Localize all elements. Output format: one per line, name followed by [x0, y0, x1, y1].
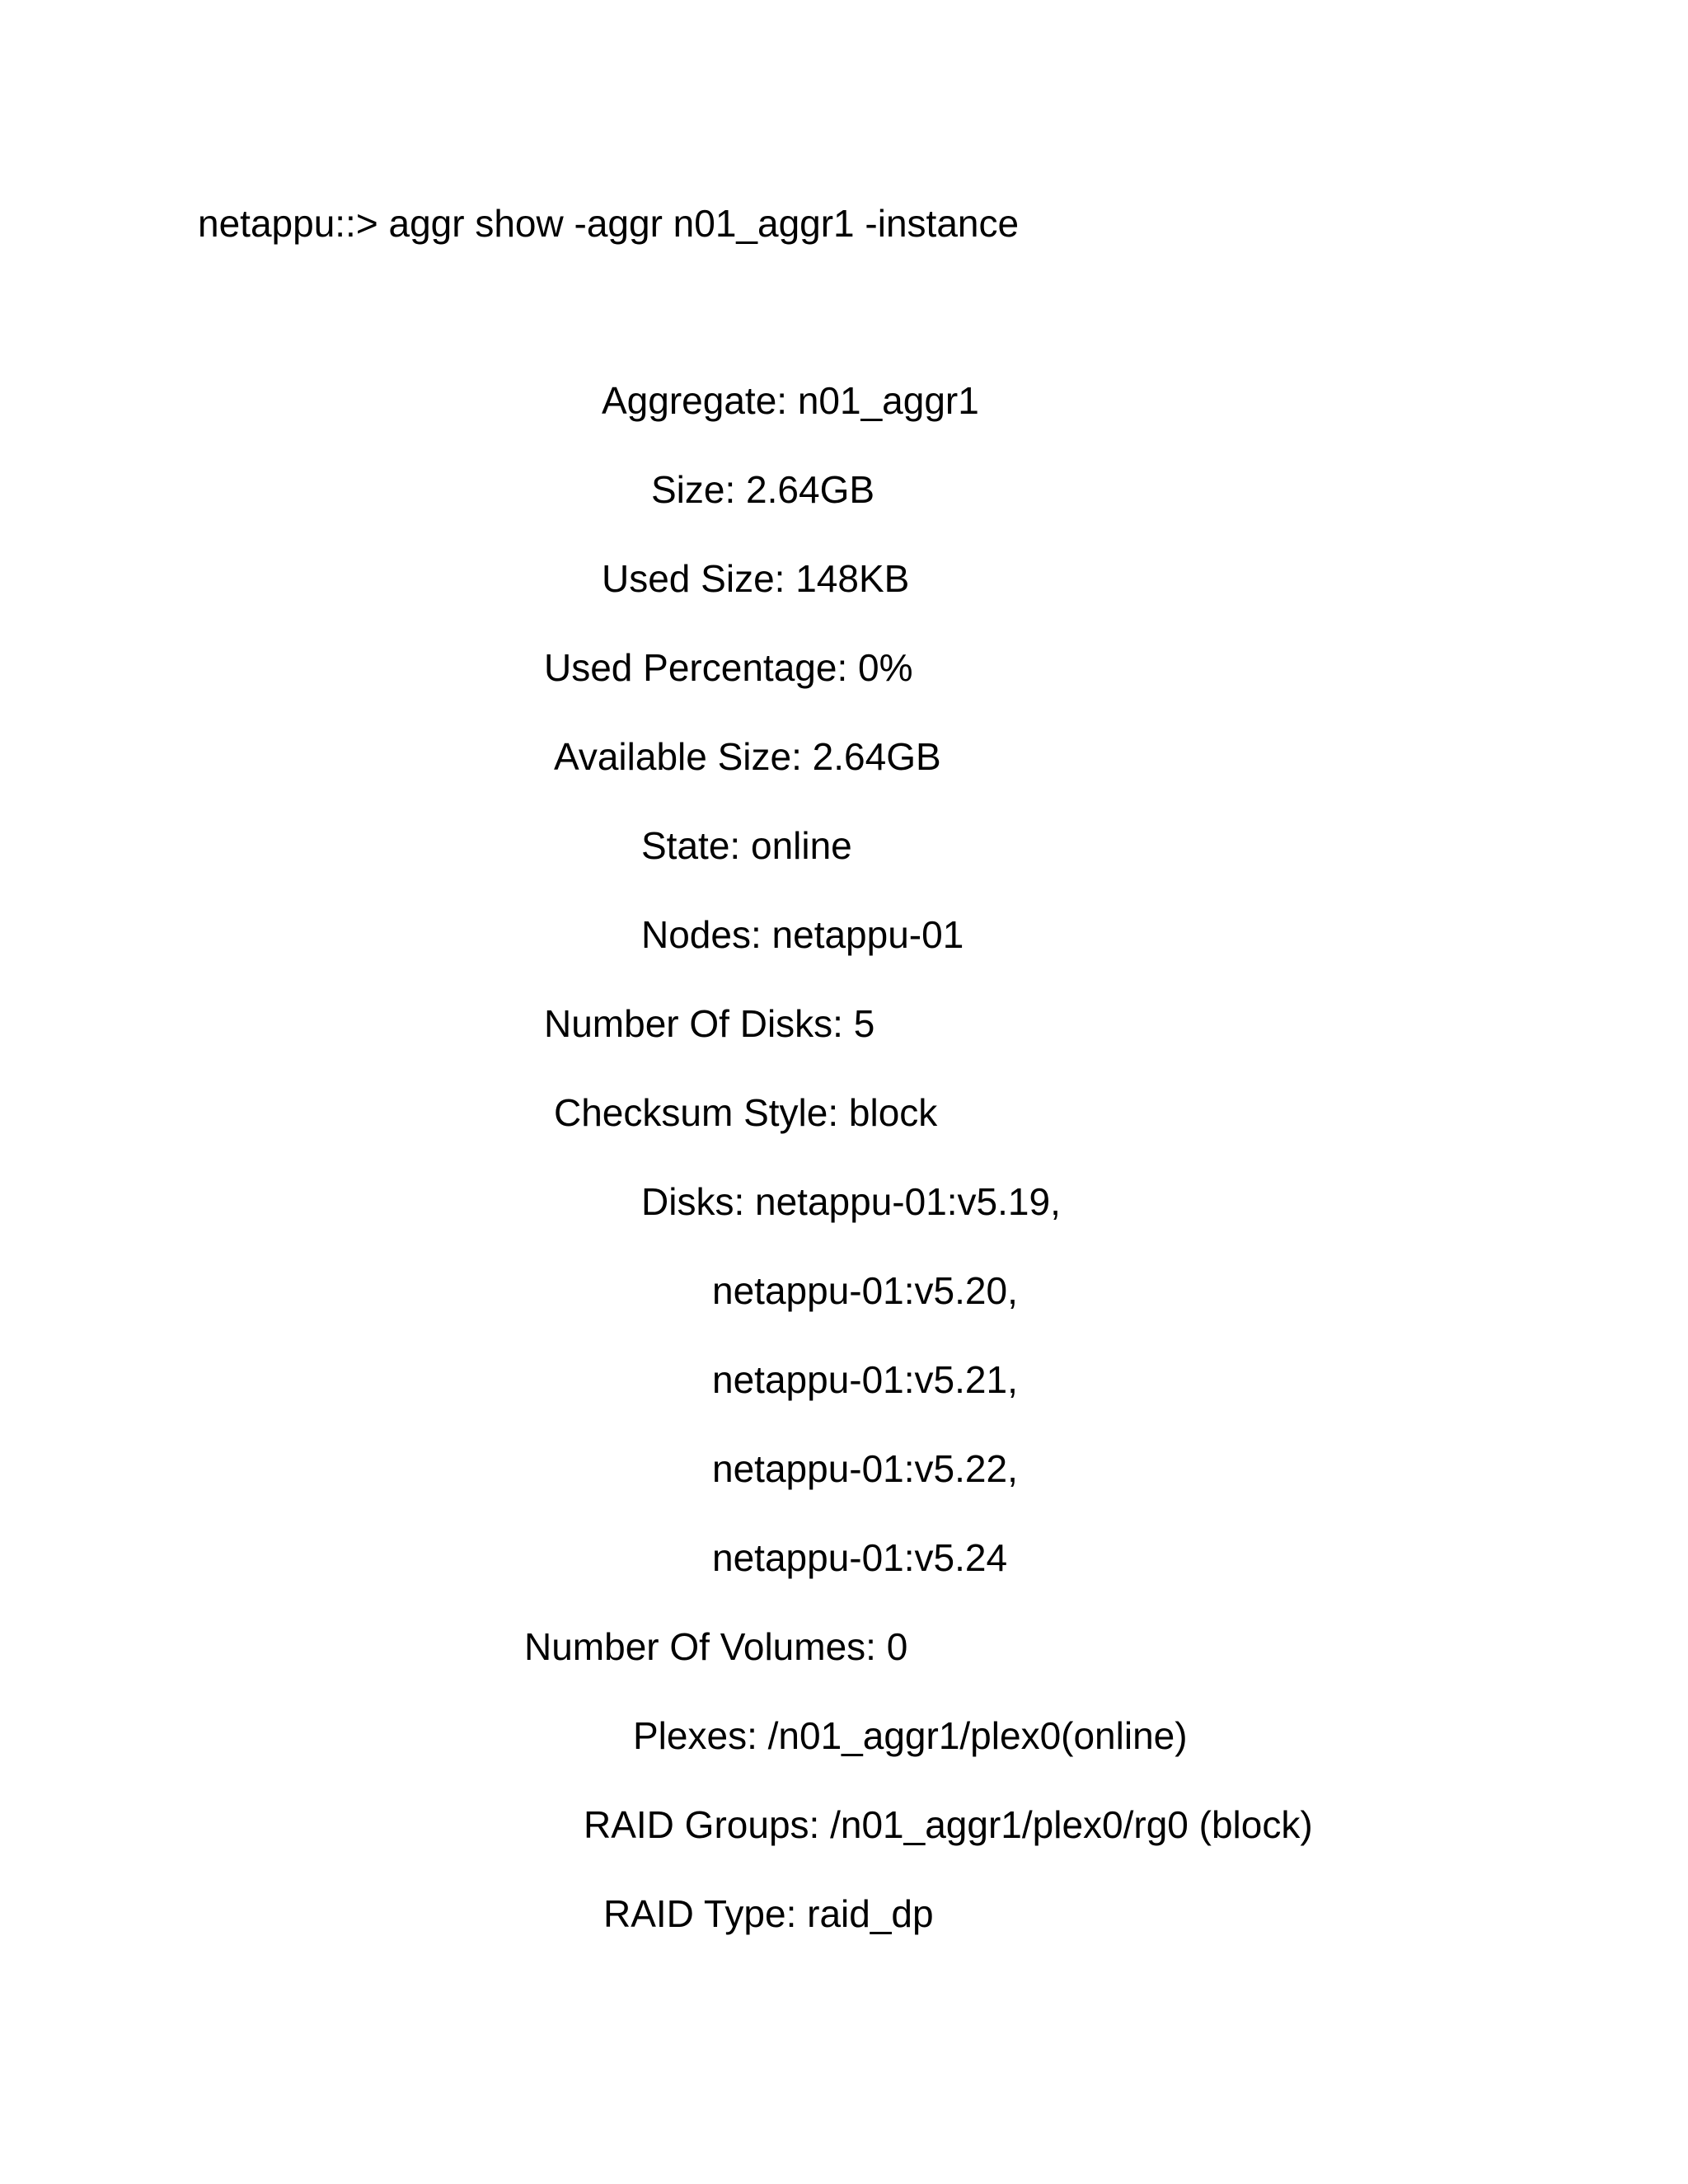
available-size-field — [554, 733, 941, 780]
disks-field — [641, 1179, 1061, 1225]
field-value: netappu-01 — [771, 913, 964, 956]
field-value: /n01_aggr1/plex0/rg0 (block) — [830, 1803, 1313, 1846]
field-label: Checksum Style: — [554, 1091, 839, 1134]
field-label: Number Of Volumes: — [524, 1625, 876, 1668]
field-label: Nodes: — [641, 913, 762, 956]
field-label: Size: — [651, 468, 736, 511]
field-label: Aggregate: — [602, 379, 788, 422]
field-value: n01_aggr1 — [797, 379, 979, 422]
field-label: State: — [641, 824, 741, 867]
checksum-style-field — [554, 1090, 937, 1136]
field-value: 5 — [853, 1002, 875, 1045]
used-size-field — [602, 555, 909, 602]
size-field — [651, 466, 874, 513]
used-percentage-field — [544, 644, 913, 691]
field-value: 0 — [886, 1625, 908, 1668]
disk-continuation-line: netappu-01:v5.21, — [712, 1358, 1018, 1401]
field-value: raid_dp — [807, 1892, 934, 1935]
disk-continuation-line: netappu-01:v5.22, — [712, 1447, 1018, 1490]
state-field — [641, 823, 852, 869]
field-label: Disks: — [641, 1180, 745, 1223]
aggregate-field — [602, 377, 979, 424]
field-label: Available Size: — [554, 735, 802, 778]
field-value: netappu-01:v5.19, — [755, 1180, 1061, 1223]
field-value: 148KB — [795, 557, 910, 600]
raid-type-field — [603, 1891, 934, 1937]
number-of-disks-field — [544, 1001, 874, 1047]
field-value: 2.64GB — [746, 468, 875, 511]
field-value: 2.64GB — [812, 735, 941, 778]
field-value: /n01_aggr1/plex0(online) — [767, 1714, 1188, 1757]
field-label: Used Size: — [602, 557, 785, 600]
field-value: 0% — [858, 646, 913, 689]
command-line: netappu::> aggr show -aggr n01_aggr1 -instance — [198, 202, 1020, 245]
field-value: block — [848, 1091, 938, 1134]
field-label: Used Percentage: — [544, 646, 848, 689]
field-label: Plexes: — [633, 1714, 757, 1757]
disk-continuation-line: netappu-01:v5.20, — [712, 1269, 1018, 1312]
raid-groups-field — [584, 1802, 1313, 1848]
field-label: RAID Type: — [603, 1892, 797, 1935]
disk-continuation-line: netappu-01:v5.24 — [712, 1536, 1008, 1579]
number-of-volumes-field — [524, 1624, 907, 1670]
plexes-field — [633, 1713, 1188, 1759]
field-label: RAID Groups: — [584, 1803, 820, 1846]
field-label: Number Of Disks: — [544, 1002, 843, 1045]
field-value: online — [750, 824, 852, 867]
nodes-field — [641, 912, 964, 958]
